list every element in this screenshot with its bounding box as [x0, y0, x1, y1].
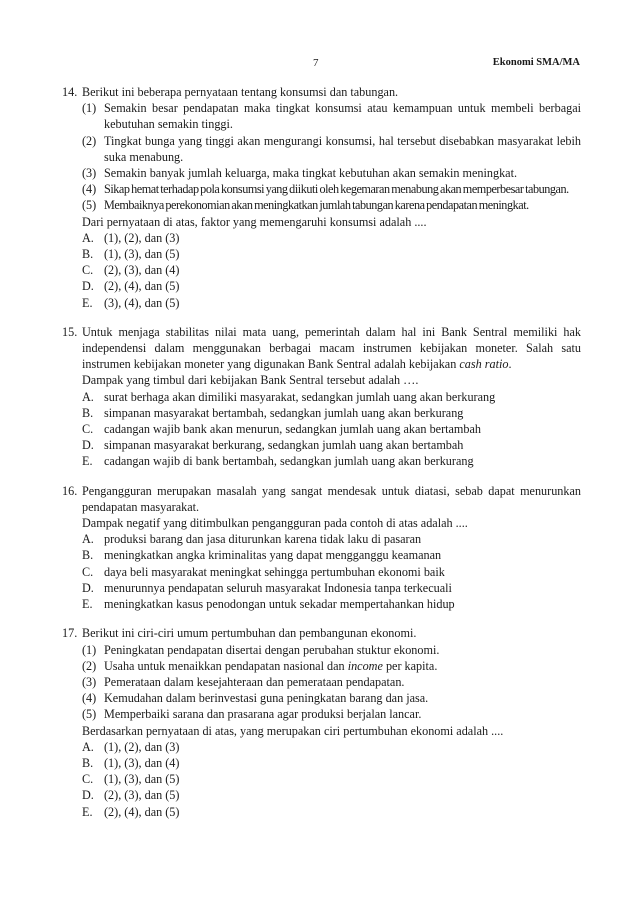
- statement-number: (3): [82, 674, 97, 689]
- statement-number: (2): [82, 658, 97, 673]
- stem-text: Untuk menjaga stabilitas nilai mata uang, pemerintah dalam hal ini Bank Sentral memiliki hak independensi dalam menggunakan berbagai macam instrumen kebijakan moneter. Salah satu instrumen kebijakan moneter yang digunakan Bank Sentral adalah kebijakan: [82, 324, 581, 372]
- answer-option[interactable]: [82, 437, 581, 453]
- statement-item: [82, 133, 581, 165]
- option-text: (1), (3), dan (5): [104, 247, 180, 262]
- answer-option[interactable]: [82, 246, 581, 262]
- option-letter: A.: [82, 739, 94, 754]
- statement-item: [82, 181, 581, 197]
- question-number: 17.: [62, 626, 78, 641]
- answer-option[interactable]: [82, 739, 581, 755]
- option-letter: A.: [82, 389, 94, 404]
- option-text: cadangan wajib bank akan menurun, sedangkan jumlah uang akan bertambah: [104, 422, 481, 437]
- option-letter: E.: [82, 804, 93, 819]
- answer-option[interactable]: [82, 804, 581, 820]
- question-prompt: Berdasarkan pernyataan di atas, yang merupakan ciri pertumbuhan ekonomi adalah ....: [82, 723, 504, 738]
- statement-number: (5): [82, 198, 97, 213]
- answer-option[interactable]: [82, 531, 581, 547]
- statement-number: (1): [82, 101, 97, 116]
- option-letter: E.: [82, 454, 93, 469]
- statement-number: (4): [82, 691, 97, 706]
- option-text: produksi barang dan jasa diturunkan karena tidak laku di pasaran: [104, 532, 422, 547]
- question-prompt: Dampak negatif yang ditimbulkan pengangguran pada contoh di atas adalah ....: [82, 516, 468, 531]
- option-text: surat berhaga akan dimiliki masyarakat, sedangkan jumlah uang akan berkurang: [104, 389, 496, 404]
- question-stem: Berikut ini ciri-ciri umum pertumbuhan dan pembangunan ekonomi.: [82, 626, 417, 641]
- page-header: [0, 57, 638, 71]
- option-letter: C.: [82, 422, 94, 437]
- option-letter: E.: [82, 597, 93, 612]
- option-letter: C.: [82, 564, 94, 579]
- question-stem: Pengangguran merupakan masalah yang sangat mendesak untuk diatasi, sebab dapat menurunkan pendapatan masyarakat.: [82, 483, 581, 514]
- statement-number: (4): [82, 182, 97, 197]
- option-letter: B.: [82, 548, 94, 563]
- statement-item: [82, 197, 581, 213]
- question-stem: [82, 324, 581, 373]
- statement-item: [82, 100, 581, 132]
- answer-option[interactable]: [82, 389, 581, 405]
- answer-option[interactable]: [82, 453, 581, 469]
- question-number: 15.: [62, 324, 78, 339]
- statement-text: Pemerataan dalam kesejahteraan dan pemerataan pendapatan.: [104, 674, 405, 689]
- stem-term-italic: cash ratio: [459, 357, 509, 372]
- question-number: 14.: [62, 85, 78, 99]
- statement-text: Memperbaiki sarana dan prasarana agar produksi berjalan lancar.: [104, 707, 422, 722]
- statement-text-start: Usaha untuk menaikkan pendapatan nasional dan: [104, 658, 348, 673]
- option-letter: E.: [82, 295, 93, 310]
- question-17: [62, 625, 581, 819]
- answer-option[interactable]: [82, 230, 581, 246]
- option-text: (1), (2), dan (3): [104, 739, 180, 754]
- option-text: (1), (2), dan (3): [104, 230, 180, 245]
- answer-option[interactable]: [82, 421, 581, 437]
- statement-item: [82, 674, 581, 690]
- statement-text: Semakin besar pendapatan maka tingkat konsumsi atau kemampuan untuk membeli berbagai kebutuhan semakin tinggi.: [104, 101, 581, 132]
- statement-item: [82, 690, 581, 706]
- option-text: meningkatkan angka kriminalitas yang dapat mengganggu keamanan: [104, 548, 442, 563]
- statement-text: Semakin banyak jumlah keluarga, maka tingkat kebutuhan akan semakin meningkat.: [104, 166, 518, 181]
- option-text: meningkatkan kasus penodongan untuk sekadar mempertahankan hidup: [104, 597, 455, 612]
- option-letter: D.: [82, 580, 94, 595]
- option-letter: C.: [82, 263, 94, 278]
- answer-option[interactable]: [82, 596, 581, 612]
- option-letter: C.: [82, 772, 94, 787]
- question-15: [62, 324, 581, 470]
- option-text: (3), (4), dan (5): [104, 295, 180, 310]
- book-title: Ekonomi SMA/MA: [492, 57, 580, 68]
- answer-option[interactable]: [82, 580, 581, 596]
- option-text: (1), (3), dan (4): [104, 755, 180, 770]
- answer-option[interactable]: [82, 262, 581, 278]
- option-text: cadangan wajib di bank bertambah, sedangkan jumlah uang akan berkurang: [104, 454, 474, 469]
- statement-item: [82, 658, 581, 674]
- statement-text-end: per kapita.: [382, 658, 438, 673]
- option-text: (2), (4), dan (5): [104, 279, 180, 294]
- answer-option[interactable]: [82, 564, 581, 580]
- answer-option[interactable]: [82, 405, 581, 421]
- question-stem: Berikut ini beberapa pernyataan tentang konsumsi dan tabungan.: [82, 85, 399, 99]
- option-text: (2), (3), dan (4): [104, 263, 180, 278]
- option-letter: D.: [82, 788, 94, 803]
- option-text: daya beli masyarakat meningkat sehingga pertumbuhan ekonomi baik: [104, 564, 445, 579]
- statement-item: [82, 642, 581, 658]
- page-number: 7: [313, 57, 319, 69]
- option-letter: B.: [82, 247, 94, 262]
- option-text: (2), (4), dan (5): [104, 804, 180, 819]
- answer-option[interactable]: [82, 755, 581, 771]
- answer-option[interactable]: [82, 787, 581, 803]
- answer-option[interactable]: [82, 547, 581, 563]
- question-16: [62, 483, 581, 613]
- option-letter: D.: [82, 279, 94, 294]
- option-letter: A.: [82, 230, 94, 245]
- statement-text: [104, 658, 581, 674]
- option-text: simpanan masyarakat berkurang, sedangkan jumlah uang akan bertambah: [104, 438, 464, 453]
- question-number: 16.: [62, 483, 78, 498]
- statement-text: Membaiknya perekonomian akan meningkatkan jumlah tabungan karena pendapatan meningkat.: [104, 198, 529, 213]
- option-text: (2), (3), dan (5): [104, 788, 180, 803]
- question-14: [62, 84, 581, 311]
- question-list: [62, 84, 581, 833]
- option-letter: B.: [82, 755, 94, 770]
- answer-option[interactable]: [82, 278, 581, 294]
- statement-number: (1): [82, 642, 97, 657]
- answer-option[interactable]: [82, 771, 581, 787]
- statement-number: (3): [82, 166, 97, 181]
- answer-option[interactable]: [82, 295, 581, 311]
- statement-item: [82, 165, 581, 181]
- statement-text: Peningkatan pendapatan disertai dengan perubahan stuktur ekonomi.: [104, 642, 440, 657]
- statement-term-italic: income: [347, 658, 383, 673]
- statement-number: (2): [82, 133, 97, 148]
- option-letter: B.: [82, 405, 94, 420]
- statement-text: Tingkat bunga yang tinggi akan mengurangi konsumsi, hal tersebut disebabkan masyarakat lebih suka menabung.: [104, 133, 581, 164]
- question-prompt: Dari pernyataan di atas, faktor yang memengaruhi konsumsi adalah ....: [82, 214, 427, 229]
- statement-text: Sikap hemat terhadap pola konsumsi yang diikuti oleh kegemaran menabung akan memperbesar tabungan.: [104, 182, 569, 197]
- statement-text: Kemudahan dalam berinvestasi guna peningkatan barang dan jasa.: [104, 691, 429, 706]
- option-letter: A.: [82, 532, 94, 547]
- statement-number: (5): [82, 707, 97, 722]
- stem-end: .: [508, 357, 512, 372]
- statement-item: [82, 706, 581, 722]
- option-text: (1), (3), dan (5): [104, 772, 180, 787]
- question-prompt: Dampak yang timbul dari kebijakan Bank Sentral tersebut adalah ….: [82, 373, 419, 388]
- option-text: menurunnya pendapatan seluruh masyarakat Indonesia tanpa terkecuali: [104, 580, 452, 595]
- option-text: simpanan masyarakat bertambah, sedangkan jumlah uang akan berkurang: [104, 405, 464, 420]
- option-letter: D.: [82, 438, 94, 453]
